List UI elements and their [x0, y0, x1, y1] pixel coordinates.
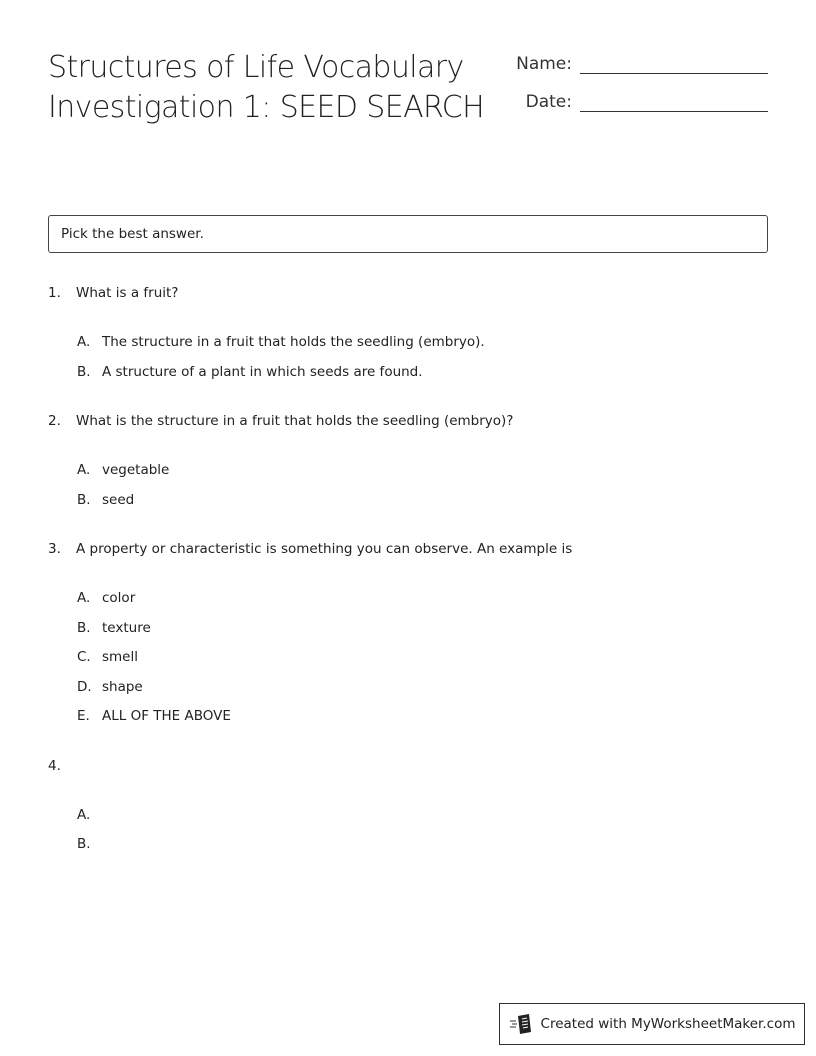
option-letter: D.: [77, 678, 92, 695]
name-label: Name:: [516, 54, 572, 74]
question-text-row: [48, 283, 768, 303]
question-number: 3.: [48, 541, 61, 557]
instructions-box: Pick the best answer.: [48, 215, 768, 253]
option-letter: A.: [77, 590, 91, 606]
option-text: texture: [102, 619, 151, 636]
date-label: Date:: [525, 92, 572, 112]
answer-option[interactable]: [48, 673, 768, 703]
question-text-row: [48, 411, 768, 431]
option-text: vegetable: [102, 462, 170, 478]
option-letter: B.: [77, 836, 91, 852]
option-text: ALL OF THE ABOVE: [102, 708, 231, 724]
answer-option[interactable]: [48, 830, 768, 860]
answer-option[interactable]: [48, 328, 768, 358]
question-number: 1.: [48, 285, 61, 301]
question-text: What is a fruit?: [76, 285, 179, 301]
footer-badge: [499, 1003, 805, 1045]
question-list: [48, 283, 768, 884]
option-letter: A.: [77, 334, 91, 350]
answer-option[interactable]: [48, 702, 768, 732]
question-2: [48, 411, 768, 515]
name-line[interactable]: [580, 55, 768, 74]
question-1: [48, 283, 768, 387]
question-text: What is the structure in a fruit that holds the seedling (embryo)?: [76, 413, 514, 429]
answer-option[interactable]: [48, 584, 768, 614]
name-field[interactable]: [516, 54, 768, 74]
option-letter: B.: [77, 491, 91, 508]
question-number: 2.: [48, 413, 61, 429]
option-letter: A.: [77, 806, 91, 823]
option-letter: B.: [77, 619, 91, 636]
date-field[interactable]: [526, 92, 768, 112]
answer-option[interactable]: [48, 614, 768, 644]
question-number: 4.: [48, 757, 61, 774]
worksheet-logo-icon: [509, 1013, 535, 1035]
answer-option[interactable]: [48, 358, 768, 388]
option-text: seed: [102, 491, 135, 508]
date-line[interactable]: [580, 93, 768, 112]
answer-option[interactable]: [48, 643, 768, 673]
question-4: [48, 756, 768, 860]
option-text: The structure in a fruit that holds the seedling (embryo).: [102, 334, 485, 350]
option-letter: C.: [77, 649, 91, 665]
page-title: Structures of Life Vocabulary Investigation 1: SEED SEARCH: [48, 50, 485, 125]
option-text: color: [102, 590, 136, 606]
answer-option[interactable]: [48, 456, 768, 486]
answer-option[interactable]: [48, 486, 768, 516]
question-3: [48, 539, 768, 732]
question-text-row: [48, 539, 768, 559]
question-text: A property or characteristic is something you can observe. An example is: [76, 541, 573, 557]
question-text-row: [48, 756, 768, 776]
answer-option[interactable]: [48, 801, 768, 831]
option-letter: E.: [77, 708, 90, 724]
option-text: A structure of a plant in which seeds are found.: [102, 363, 423, 380]
option-letter: A.: [77, 462, 91, 478]
option-text: shape: [102, 678, 143, 695]
option-text: smell: [102, 649, 138, 665]
footer-text: Created with MyWorksheetMaker.com: [540, 1016, 796, 1032]
option-letter: B.: [77, 363, 91, 380]
